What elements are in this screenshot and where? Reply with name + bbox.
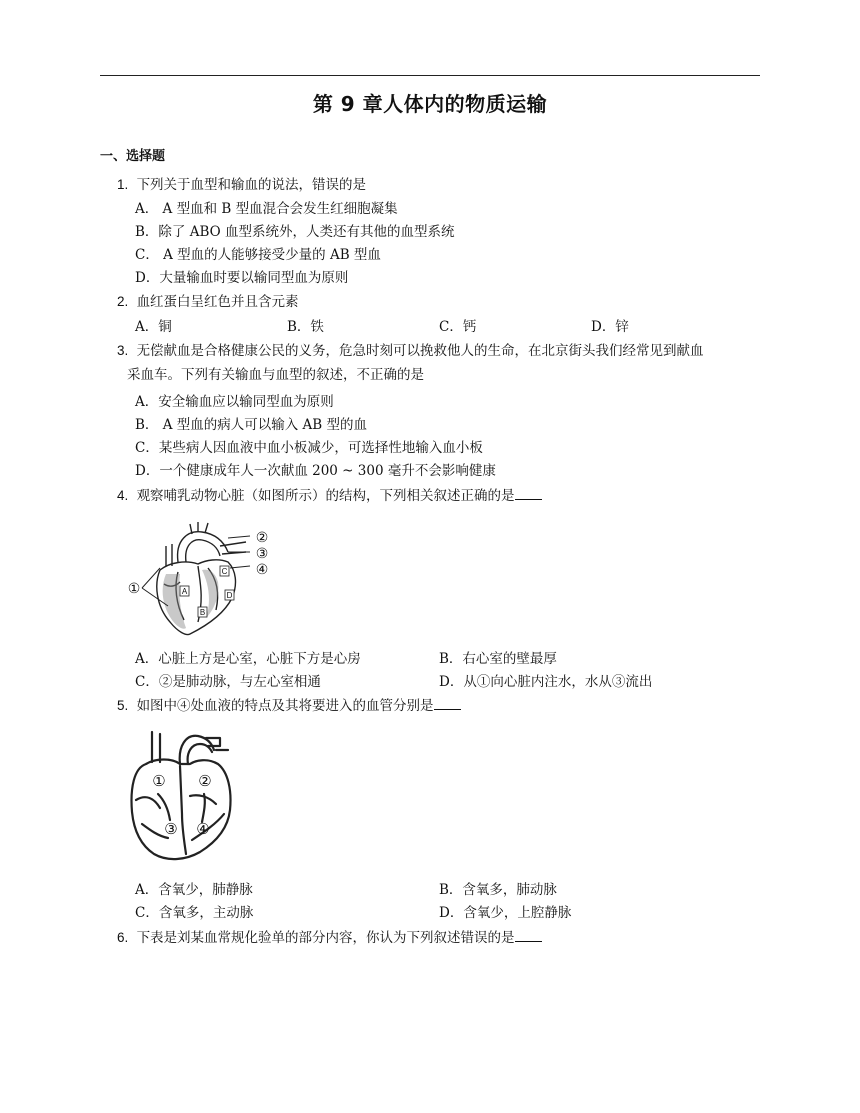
- heart-label-d: D: [226, 591, 233, 600]
- option-a: A．心脏上方是心室，心脏下方是心房: [135, 651, 361, 667]
- question-number: 3.: [117, 343, 129, 358]
- question-stem: 下列关于血型和输血的说法，错误的是: [136, 177, 367, 193]
- question-number: 2.: [117, 294, 129, 309]
- option-a: A．铜: [135, 319, 172, 335]
- heart-label-c: C: [221, 567, 228, 576]
- heart-label-1: ①: [127, 580, 141, 596]
- heart-label-2: ②: [255, 529, 269, 545]
- question-stem: 下表是刘某血常规化验单的部分内容，你认为下列叙述错误的是: [136, 930, 515, 946]
- option-d: D．一个健康成年人一次献血 200 ~ 300 毫升不会影响健康: [135, 463, 496, 479]
- question-number: 4.: [117, 488, 129, 503]
- header-rule: [100, 75, 760, 76]
- option-d: D．锌: [591, 319, 629, 335]
- question-number: 5.: [117, 698, 129, 713]
- question-stem: 观察哺乳动物心脏（如图所示）的结构，下列相关叙述正确的是: [136, 488, 515, 504]
- answer-blank: [515, 487, 542, 500]
- option-c: C．某些病人因血液中血小板减少，可选择性地输入血小板: [135, 440, 483, 456]
- heart-label-b: B: [199, 608, 206, 617]
- option-a: A．安全输血应以输同型血为原则: [135, 394, 334, 410]
- option-c: C．钙: [439, 319, 477, 335]
- option-b: B．除了 ABO 血型系统外，人类还有其他的血型系统: [135, 224, 455, 240]
- option-d: D．含氧少，上腔静脉: [439, 905, 572, 921]
- option-a: A． A 型血和 B 型血混合会发生红细胞凝集: [135, 201, 398, 217]
- question-number: 6.: [117, 930, 129, 945]
- option-b: B．铁: [287, 319, 324, 335]
- question-6: [117, 929, 542, 947]
- page-title: 第 9 章人体内的物质运输: [312, 92, 548, 116]
- heart-label-3: ③: [255, 545, 269, 561]
- option-b: B．右心室的壁最厚: [439, 651, 557, 667]
- option-a: A．含氧少，肺静脉: [135, 882, 253, 898]
- question-stem: 无偿献血是合格健康公民的义务，危急时刻可以挽救他人的生命，在北京街头我们经常见到献血: [136, 343, 704, 359]
- heart-label-4: ④: [255, 561, 269, 577]
- option-d: D．大量输血时要以输同型血为原则: [135, 270, 349, 286]
- question-1: [117, 176, 366, 194]
- question-stem: 血红蛋白呈红色并且含元素: [136, 294, 299, 310]
- option-d: D．从①向心脏内注水，水从③流出: [439, 674, 653, 690]
- question-stem: 如图中④处血液的特点及其将要进入的血管分别是: [136, 698, 434, 714]
- option-b: B． A 型血的病人可以输入 AB 型的血: [135, 417, 368, 433]
- diagram-label-2: ②: [198, 773, 212, 790]
- answer-blank: [515, 929, 542, 942]
- question-5: [117, 697, 461, 715]
- diagram-label-3: ③: [164, 821, 178, 838]
- option-c: C．②是肺动脉，与左心室相通: [135, 674, 321, 690]
- option-b: B．含氧多，肺动脉: [439, 882, 557, 898]
- option-c: C． A 型血的人能够接受少量的 AB 型血: [135, 247, 381, 263]
- diagram-label-4: ④: [196, 821, 210, 838]
- question-stem-continued: 采血车。下列有关输血与血型的叙述，不正确的是: [127, 367, 424, 383]
- section-heading: 一、选择题: [100, 149, 166, 164]
- question-number: 1.: [117, 177, 129, 192]
- answer-blank: [434, 697, 461, 710]
- question-3: [117, 342, 704, 360]
- mammal-heart-figure: [120, 522, 280, 640]
- diagram-label-1: ①: [152, 773, 166, 790]
- heart-label-a: A: [181, 587, 188, 596]
- question-2: [117, 293, 299, 311]
- question-4: [117, 487, 542, 505]
- option-c: C．含氧多，主动脉: [135, 905, 254, 921]
- heart-diagram-figure: [124, 728, 242, 868]
